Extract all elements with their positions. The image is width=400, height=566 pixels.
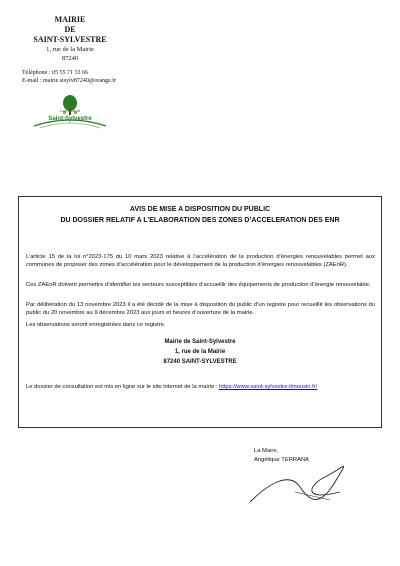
notice-title-line1: AVIS DE MISE A DISPOSITION DU PUBLIC (129, 206, 271, 213)
letterhead-street: 1, rue de la Mairie (46, 46, 94, 53)
commune-logo (30, 94, 110, 132)
notice-title-line2: DU DOSSIER RELATIF A L’ELABORATION DES ZONES D’ACCELERATION DES ENR (60, 217, 340, 224)
paragraph-deliberation: Par délibération du 13 novembre 2023 il a été décidé de la mise à disposition du public d’un registre pour recueillir les observations du public du 20 novembre au 9 décembre 2023 aux jours et heures d’ouverture de la mairie. (26, 302, 375, 316)
letterhead-line-de: DE (64, 25, 76, 34)
tree-logo-icon (30, 94, 110, 132)
address-mairie: Mairie de Saint-Sylvestre (164, 339, 236, 345)
letterhead-line-commune: SAINT-SYLVESTRE (33, 35, 107, 44)
logo-name: Saint-Sylvestre (48, 116, 92, 122)
address-street: 1, rue de la Mairie (174, 349, 226, 355)
contact-block (22, 69, 116, 85)
email-text: E-mail : mairie.stsylv87240@orange.fr (22, 78, 117, 84)
address-city: 87240 SAINT-SYLVESTRE (163, 359, 237, 365)
letterhead-postcode: 87240 (61, 55, 79, 62)
consultation-text: Le dossier de consultation est mis en ligne sur le site internet de la mairie : (26, 384, 218, 390)
website-link[interactable]: https://www.saint-sylvestre-limousin.fr/ (219, 384, 318, 390)
paragraph-registry: Les observations seront enregistrées dans ce registre. (26, 322, 166, 328)
logo-small-text: Commune de (59, 109, 81, 113)
signatory-role: La Maire, (254, 448, 279, 454)
consultation-line (26, 383, 375, 391)
notice-box (18, 196, 382, 428)
letterhead (20, 15, 120, 63)
paragraph-zaenr: Ces ZAEnR doivent permettre d’identifier les secteurs susceptibles d’accueillir des équipements de production d’énergie renouvelable. (26, 282, 371, 288)
handwritten-signature-icon (240, 462, 360, 512)
paragraph-law: L’article 15 de la loi n°2023-175 du 10 mars 2023 relative à l’accélération de la production d’énergies renouvelables permet aux communes de proposer des zones d’accélération pour le développement de la production d’énergies renouvelables (ZAEnR). (26, 254, 375, 268)
phone-text: Téléphone : 05 55 71 33 66 (22, 70, 88, 76)
signatory-name: Angélique TERRANA (254, 457, 309, 463)
letterhead-line-mairie: MAIRIE (54, 15, 86, 24)
